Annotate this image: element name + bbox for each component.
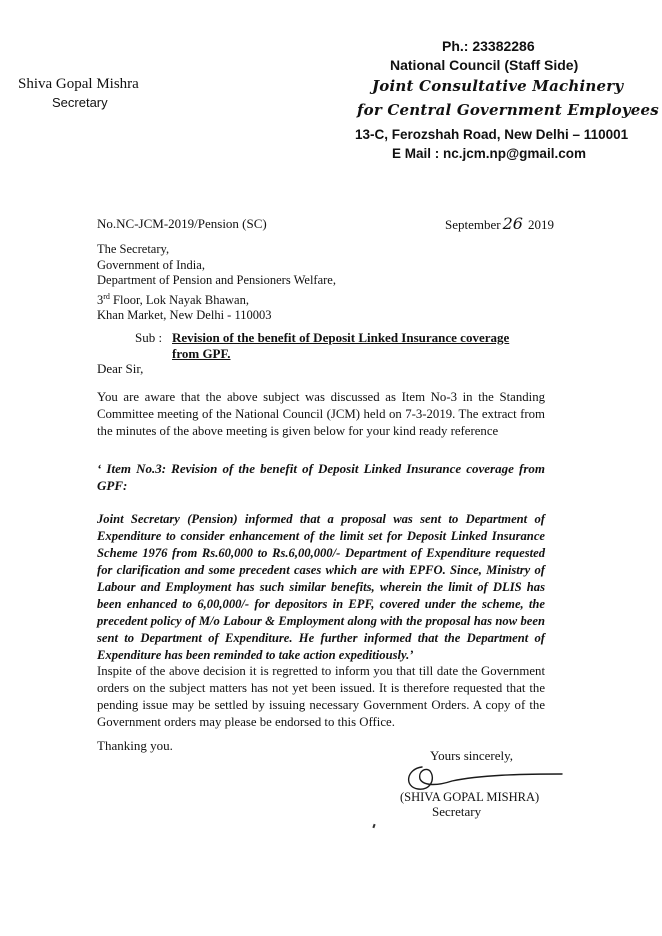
recipient-address [97, 242, 336, 324]
recipient-line: Government of India, [97, 257, 205, 272]
recipient-line: Department of Pension and Pensioners Welfare, [97, 273, 336, 287]
closing-thanks: Thanking you. [97, 738, 173, 753]
office-address: 13-C, Ferozshah Road, New Delhi – 110001 [355, 127, 629, 142]
salutation: Dear Sir, [97, 361, 144, 376]
scan-mark [372, 824, 375, 828]
floor-rest: Floor, Lok Nayak Bhawan, [109, 292, 249, 307]
date-year: 2019 [527, 217, 554, 232]
subject-line-1: Revision of the benefit of Deposit Linked Insurance coverage [172, 330, 510, 345]
office-email: E Mail : nc.jcm.np@gmail.com [392, 146, 586, 161]
paragraph-request: Inspite of the above decision it is regretted to inform you that till date the Government orders on the subject matters has not yet been issued. It is therefore requested that the pending issue may be settled by issuing necessary Government Orders. A copy of the Government orders may please be endorsed to this Office. [97, 664, 545, 729]
recipient-line: The Secretary, [97, 242, 170, 256]
quote-heading: ‘ Item No.3: Revision of the benefit of Deposit Linked Insurance coverage from GPF: [97, 461, 545, 493]
jcm-title-line1: Joint Consultative Machinery [372, 77, 624, 95]
sender-title: Secretary [52, 95, 108, 110]
signatory-name: (SHIVA GOPAL MISHRA) [400, 790, 540, 804]
subject-line-2: from GPF. [172, 346, 231, 361]
yours-sincerely: Yours sincerely, [430, 748, 514, 763]
sender-name: Shiva Gopal Mishra [18, 76, 139, 92]
subject-label: Sub : [135, 330, 163, 345]
signatory-title: Secretary [432, 804, 482, 819]
letter-date [445, 214, 554, 233]
council-name: National Council (Staff Side) [390, 57, 579, 73]
recipient-line [97, 289, 336, 309]
floor-number: 3 [97, 292, 104, 307]
floor-suffix: rd [103, 291, 110, 301]
jcm-title-line2: for Central Government Employees [357, 101, 659, 119]
recipient-line: Khan Market, New Delhi - 110003 [97, 308, 272, 323]
date-month: September [445, 217, 501, 232]
reference-number: No.NC-JCM-2019/Pension (SC) [97, 216, 267, 231]
paragraph-intro: You are aware that the above subject was discussed as Item No-3 in the Standing Committee meeting of the National Council (JCM) held on 7-3-2019. The extract from the minutes of the above meeting is given below for your kind ready reference [97, 390, 545, 438]
date-day-handwritten: 26 [502, 214, 523, 233]
quote-body: Joint Secretary (Pension) informed that a proposal was sent to Department of Expenditure to consider enhancement of the limit set for Deposit Linked Insurance Scheme 1976 from Rs.60,000 to Rs.6,00,000/- Department of Expenditure requested for clarification and some precedent cases which are with EPFO. Since, Ministry of Labour and Employment has such similar benefits, wherein the limit of DLIS has been enhanced to 6,00,000/- for depositors in EPF, covered under the scheme, the precedent policy of M/o Labour & Employment along with the proposal has now been sent to Department of Expenditure. He further informed that the Department of Expenditure has been reminded to take action expeditiously.’ [97, 512, 545, 662]
phone-number: Ph.: 23382286 [442, 38, 535, 54]
